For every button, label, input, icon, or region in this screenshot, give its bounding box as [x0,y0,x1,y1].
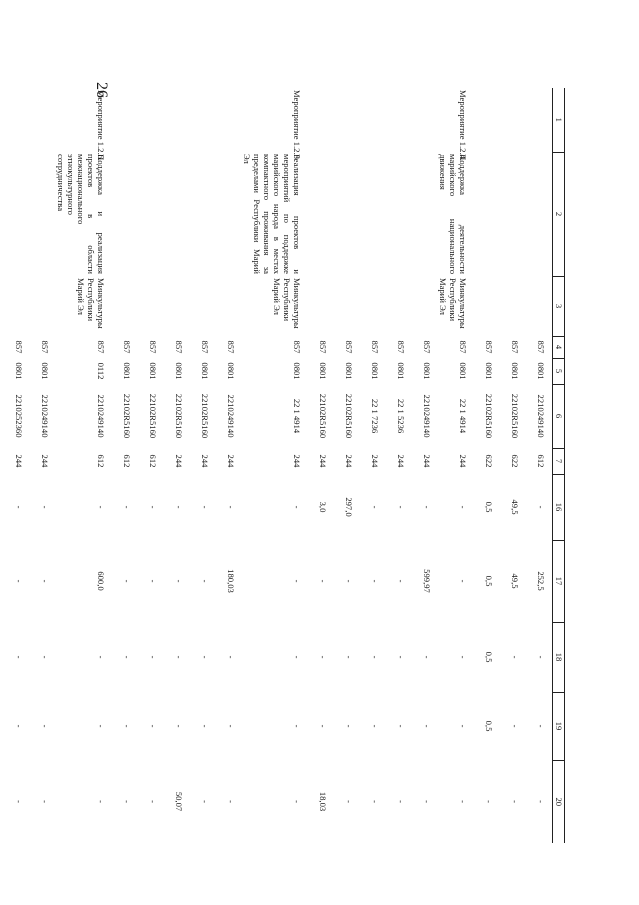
cell-c19: - [396,724,406,728]
cell-c7: 612 [536,454,546,468]
cell-c18: - [14,655,24,659]
cell-c3: Минкультуры Республики Марий Эл [438,278,468,329]
cell-c19: 0,5 [484,720,494,732]
cell-c4: 857 [396,340,406,354]
cell-c20 [0,760,4,843]
cell-c2: Поддержка деятельности марийского национального движения [438,154,468,274]
table-row [360,88,386,843]
cell-c5: 0801 [226,362,236,380]
cell-c4: 857 [510,340,520,354]
cell-c5: 0801 [40,362,50,380]
col-header: 7 [553,448,565,474]
cell-c3 [412,276,438,336]
cell-c1 [412,88,438,152]
cell-c6: 22102R5160 [344,393,354,439]
cell-c1 [190,88,216,152]
cell-c6: 22102R5160 [148,393,158,439]
cell-c2 [4,152,30,276]
cell-c6: 22102R5160 [174,393,184,439]
cell-c3 [526,276,553,336]
cell-c2 [386,152,412,276]
cell-c1 [386,88,412,152]
cell-c2 [526,152,553,276]
cell-c20: - [122,800,132,803]
cell-c17: - [292,579,302,583]
cell-c4: 857 [318,340,328,354]
cell-c17: - [122,579,132,583]
cell-c16: - [174,505,184,509]
cell-c3 [386,276,412,336]
cell-c7: 622 [510,454,520,468]
cell-c3 [474,276,500,336]
cell-c6: 2210249140 [40,394,50,438]
cell-c7: 612 [148,454,158,468]
cell-c1 [112,88,138,152]
cell-c5: 0801 [510,362,520,380]
table-row [474,88,500,843]
cell-c18: - [422,655,432,659]
cell-c1 [500,88,526,152]
cell-c3 [30,276,56,336]
cell-c1 [30,88,56,152]
cell-c4: 857 [148,340,158,354]
cell-c7: 244 [14,454,24,468]
cell-c16: 49,5 [510,499,520,515]
col-header: 18 [553,622,565,692]
cell-c18: 0,5 [484,651,494,663]
cell-c1 [216,88,242,152]
cell-c20: - [536,800,546,803]
cell-c19: - [510,724,520,728]
cell-c19: - [122,724,132,728]
cell-c20: - [200,800,210,803]
cell-c4: 857 [96,340,106,354]
cell-c3 [164,276,190,336]
cell-c16: - [40,505,50,509]
cell-c16: - [458,505,468,509]
cell-c20: - [396,800,406,803]
cell-c2 [474,152,500,276]
cell-c3 [138,276,164,336]
cell-c16: - [292,505,302,509]
cell-c4: 857 [122,340,132,354]
cell-c6: 2210249140 [96,394,106,438]
cell-c2 [360,152,386,276]
cell-c17: 599,97 [422,569,432,593]
cell-c3 [216,276,242,336]
cell-c17: - [396,579,406,583]
cell-c17: - [148,579,158,583]
table-row [56,88,112,843]
col-header: 16 [553,474,565,540]
cell-c16: - [96,505,106,509]
cell-c4: 857 [484,340,494,354]
cell-c2 [412,152,438,276]
budget-table [0,88,565,843]
cell-c6: 22102R5160 [200,393,210,439]
cell-c2 [216,152,242,276]
cell-c2 [334,152,360,276]
cell-c7: 244 [344,454,354,468]
cell-c4: 857 [14,340,24,354]
col-header: 5 [553,358,565,384]
cell-c3 [190,276,216,336]
cell-c19: - [292,724,302,728]
cell-c2 [0,152,4,276]
cell-c19: - [14,724,24,728]
cell-c1 [164,88,190,152]
cell-c19: - [318,724,328,728]
cell-c20: - [96,800,106,803]
cell-c17: - [318,579,328,583]
cell-c18: - [510,655,520,659]
cell-c4: 857 [536,340,546,354]
cell-c6: 2210249140 [226,394,236,438]
cell-c17: - [370,579,380,583]
cell-c19: - [422,724,432,728]
cell-c17 [0,540,4,622]
cell-c7: 244 [318,454,328,468]
col-header: 17 [553,540,565,622]
cell-c18: - [40,655,50,659]
col-header: 1 [553,88,565,152]
cell-c19: - [370,724,380,728]
cell-c6: 22102R5160 [122,393,132,439]
cell-c5: 0801 [122,362,132,380]
cell-c2 [30,152,56,276]
cell-c6: 22102R5160 [318,393,328,439]
cell-c5: 0112 [96,362,106,380]
cell-c20: - [40,800,50,803]
cell-c6: 2210249140 [422,394,432,438]
cell-c7: 244 [292,454,302,468]
cell-c18: - [458,655,468,659]
cell-c3 [308,276,334,336]
rotated-table-container [5,88,565,843]
cell-c7: 244 [370,454,380,468]
cell-c6: 22102R5160 [510,393,520,439]
cell-c19: - [536,724,546,728]
cell-c16: 297,0 [344,497,354,517]
cell-c17: 180,03 [226,569,236,593]
cell-c3 [112,276,138,336]
cell-c18: - [396,655,406,659]
cell-c6: 22 1 7236 [370,398,380,434]
page-number: 26 [93,82,110,98]
cell-c5: 0801 [484,362,494,380]
table-row [438,88,474,843]
cell-c3 [4,276,30,336]
cell-c20: 18,03 [318,791,328,812]
cell-c4 [0,336,4,358]
cell-c16: - [14,505,24,509]
cell-c4: 857 [370,340,380,354]
table-row [164,88,190,843]
cell-c16: - [370,505,380,509]
cell-c20: - [344,800,354,803]
cell-c2 [164,152,190,276]
table-row [216,88,242,843]
cell-c3: Минкультуры Республики Марий Эл [272,278,302,329]
cell-c18: - [318,655,328,659]
cell-c20: 50,07 [174,791,184,812]
cell-c7: 244 [200,454,210,468]
cell-c4: 857 [422,340,432,354]
cell-c17: - [458,579,468,583]
cell-c5: 0801 [318,362,328,380]
cell-c7: 244 [40,454,50,468]
cell-c5 [0,358,4,384]
cell-c2 [138,152,164,276]
cell-c4: 857 [458,340,468,354]
col-header: 19 [553,692,565,760]
cell-c2: Поддержка и реализация проектов в области межнационального этнокультурного сотрудничества [56,154,106,274]
cell-c17: - [174,579,184,583]
cell-c19: - [344,724,354,728]
cell-c18: - [292,655,302,659]
cell-c17: - [344,579,354,583]
cell-c7: 622 [484,454,494,468]
cell-c5: 0801 [174,362,184,380]
cell-c6: 22102R5160 [484,393,494,439]
cell-c1 [360,88,386,152]
cell-c20: - [458,800,468,803]
cell-c1 [138,88,164,152]
cell-c16: - [536,505,546,509]
cell-c5: 0801 [200,362,210,380]
cell-c7: 244 [458,454,468,468]
cell-c1 [334,88,360,152]
cell-c18: - [344,655,354,659]
cell-c6: 2210252360 [14,394,24,438]
cell-c2 [112,152,138,276]
cell-c4: 857 [226,340,236,354]
cell-c2: Реализация проектов и мероприятий по поддержке марийского народа в местах компактного проживания за пределами Республики Марий Эл [242,154,302,274]
cell-c19: - [458,724,468,728]
cell-c16: - [422,505,432,509]
cell-c7: 244 [226,454,236,468]
cell-c19: - [226,724,236,728]
cell-c20: - [148,800,158,803]
cell-c1: Мероприятие 1.2.4. [458,90,468,162]
cell-c4: 857 [292,340,302,354]
cell-c17: - [200,579,210,583]
table-row [0,88,4,843]
cell-c18: - [96,655,106,659]
table-row [190,88,216,843]
table-row [4,88,30,843]
cell-c6: 2210249140 [536,394,546,438]
cell-c20: - [370,800,380,803]
cell-c16: 0,5 [484,501,494,513]
col-header: 20 [553,760,565,843]
cell-c18: - [200,655,210,659]
table-row [308,88,334,843]
cell-c20: - [292,800,302,803]
col-header: 2 [553,152,565,276]
cell-c20: - [484,800,494,803]
cell-c20: - [510,800,520,803]
table-row [30,88,56,843]
table-row [386,88,412,843]
cell-c18: - [226,655,236,659]
cell-c5: 0801 [536,362,546,380]
cell-c4: 857 [40,340,50,354]
cell-c17: 600,0 [96,571,106,591]
cell-c5: 0801 [292,362,302,380]
cell-c3 [0,276,4,336]
cell-c20: - [422,800,432,803]
cell-c19: - [96,724,106,728]
cell-c1 [526,88,553,152]
cell-c18: - [536,655,546,659]
cell-c16 [0,474,4,540]
cell-c18: - [370,655,380,659]
cell-c16: - [122,505,132,509]
cell-c3 [500,276,526,336]
cell-c1 [474,88,500,152]
cell-c5: 0801 [422,362,432,380]
table-row [242,88,308,843]
cell-c2 [500,152,526,276]
cell-c16: - [226,505,236,509]
cell-c17: 49,5 [510,573,520,589]
cell-c5: 0801 [344,362,354,380]
cell-c1 [0,88,4,152]
cell-c3: Минкультуры Республики Марий Эл [76,278,106,329]
table-row [334,88,360,843]
cell-c19 [0,692,4,760]
cell-c20: - [226,800,236,803]
table-row [112,88,138,843]
table-body [0,88,553,843]
cell-c16: - [200,505,210,509]
cell-c19: - [174,724,184,728]
cell-c6 [0,384,4,448]
cell-c7: 244 [396,454,406,468]
cell-c18 [0,622,4,692]
cell-c19: - [148,724,158,728]
col-header: 4 [553,336,565,358]
cell-c18: - [122,655,132,659]
cell-c5: 0801 [458,362,468,380]
col-header: 6 [553,384,565,448]
cell-c4: 857 [174,340,184,354]
cell-c5: 0801 [370,362,380,380]
cell-c6: 22 1 4914 [458,398,468,434]
cell-c1 [4,88,30,152]
cell-c18: - [148,655,158,659]
cell-c19: - [40,724,50,728]
cell-c2 [308,152,334,276]
table-row [138,88,164,843]
cell-c7: 244 [422,454,432,468]
cell-c7: 244 [174,454,184,468]
cell-c1 [308,88,334,152]
cell-c6: 22 1 4914 [292,398,302,434]
col-header: 3 [553,276,565,336]
cell-c5: 0801 [396,362,406,380]
table-row [412,88,438,843]
cell-c1: Мероприятие 1.2.6. [96,90,106,162]
header-row [553,88,565,843]
cell-c18: - [174,655,184,659]
cell-c5: 0801 [14,362,24,380]
cell-c16: - [148,505,158,509]
cell-c3 [334,276,360,336]
cell-c17: - [40,579,50,583]
cell-c7 [0,448,4,474]
cell-c19: - [200,724,210,728]
cell-c2 [190,152,216,276]
cell-c16: - [396,505,406,509]
cell-c3 [360,276,386,336]
cell-c7: 612 [122,454,132,468]
cell-c1: Мероприятие 1.2.5. [292,90,302,162]
cell-c7: 612 [96,454,106,468]
cell-c6: 22 1 5236 [396,398,406,434]
cell-c16: 3,0 [318,501,328,513]
cell-c4: 857 [200,340,210,354]
cell-c17: 0,5 [484,575,494,587]
cell-c4: 857 [344,340,354,354]
cell-c17: - [14,579,24,583]
cell-c5: 0801 [148,362,158,380]
table-row [500,88,526,843]
table-row [526,88,553,843]
cell-c17: 252,5 [536,571,546,591]
cell-c20: - [14,800,24,803]
